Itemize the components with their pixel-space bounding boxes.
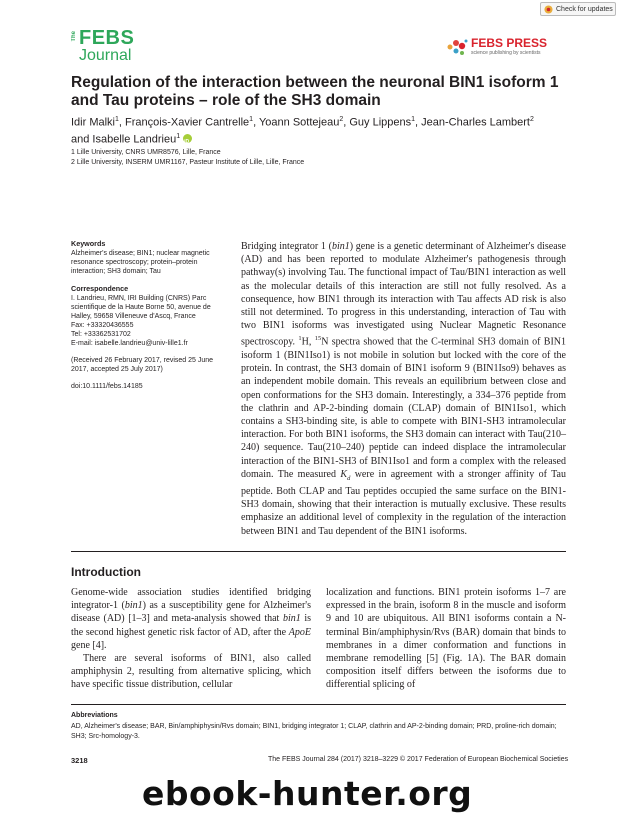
abstract-text: were in agreement with a stronger affinity of Tau peptide. Both CLAP and Tau peptides occupied the same surface on the BIN1-SH3 domain, showing that their interaction is mutually exclusive. These results emphasize an additional level of complexity in the regulation of the interaction between BIN1 and Tau dependent of the BIN1 isoforms. bbox=[241, 468, 566, 537]
abbreviations-divider bbox=[71, 704, 566, 705]
keywords-heading: Keywords bbox=[71, 239, 106, 248]
author-name: François-Xavier Cantrelle bbox=[125, 116, 250, 129]
abstract-kd-symbol: K bbox=[340, 468, 348, 480]
section-divider bbox=[71, 551, 566, 552]
intro-text: Genome-wide association studies identified bridging integrator-1 ( bbox=[71, 587, 311, 612]
author-affiliation-sup: 1 bbox=[411, 116, 416, 123]
article-title: Regulation of the interaction between the neuronal BIN1 isoform 1 and Tau proteins – role of the SH3 domain bbox=[71, 74, 559, 109]
abstract-gene-name: bin1 bbox=[331, 241, 350, 252]
author-name: Idir Malki bbox=[71, 116, 116, 129]
intro-paragraph: localization and functions. BIN1 protein isoforms 1–7 are expressed in the brain, isoform 8 in the muscle and isoform 9 and 10 are ubiquitous. All BIN1 isoforms contain a N-terminal Bin/amphiphysin/Rvs (BAR) domain that binds to membranes in a dimer conformation and functions in membrane remodelling [5] (Fig. 1A). The BAR domain composition itself differs between the isoforms due to differential splicing of bbox=[326, 587, 566, 691]
intro-text: ) as a susceptibility gene for Alzheimer's disease (AD) [1–3] and meta-analysis showed that bbox=[71, 600, 311, 625]
abstract-text: Bridging integrator 1 ( bbox=[241, 241, 332, 252]
journal-citation: The FEBS Journal 284 (2017) 3218–3229 © 2017 Federation of European Biochemical Societies bbox=[268, 756, 569, 763]
journal-logo-the: The bbox=[71, 31, 77, 42]
author-affiliation-sup: 2 bbox=[530, 116, 534, 123]
abstract bbox=[241, 240, 566, 538]
intro-column-right bbox=[326, 586, 566, 692]
doi[interactable]: doi:10.1111/febs.14185 bbox=[71, 383, 143, 390]
orcid-icon[interactable] bbox=[183, 134, 192, 143]
abstract-sup: 15 bbox=[314, 335, 322, 343]
febs-press-tagline: science publishing by scientists bbox=[471, 50, 541, 56]
author-name: Yoann Sottejeau bbox=[258, 116, 340, 129]
abbreviations-text: AD, Alzheimer's disease; BAR, Bin/amphiphysin/Rvs domain; BIN1, bridging integrator 1; CLAP, clathrin and AP-2-binding domain; PRD, proline-rich domain; SH3; Src-homology-3. bbox=[71, 723, 557, 740]
febs-press-logo bbox=[446, 37, 547, 57]
intro-gene-name: bin1 bbox=[282, 613, 301, 625]
author-name: Guy Lippens bbox=[349, 116, 412, 129]
author-affiliation-sup: 2 bbox=[339, 116, 344, 123]
correspondence-email[interactable]: E-mail: isabelle.landrieu@univ-lille1.fr bbox=[71, 340, 188, 347]
correspondence-tel: Tel: +33362531702 bbox=[71, 331, 131, 338]
febs-press-name: FEBS PRESS bbox=[471, 36, 548, 50]
intro-text: gene [4]. bbox=[71, 639, 107, 651]
correspondence-address: I. Landrieu, RMN, IRI Building (CNRS) Parc scientifique de la Haute Borne 50, avenue de Halley, 59658 Villeneuve d'Ascq, France bbox=[71, 295, 211, 320]
intro-column-left bbox=[71, 586, 311, 692]
check-for-updates-button[interactable] bbox=[540, 2, 616, 16]
page-number: 3218 bbox=[71, 756, 88, 765]
abstract-kd-subscript: d bbox=[347, 474, 351, 482]
intro-paragraph bbox=[71, 586, 311, 652]
check-updates-icon bbox=[544, 5, 553, 14]
check-updates-label: Check for updates bbox=[556, 5, 613, 13]
intro-gene-name: bin1 bbox=[124, 600, 143, 612]
journal-logo-febs: FEBS bbox=[79, 27, 135, 49]
abstract-sup: 1 bbox=[298, 335, 302, 343]
author-affiliation-sup: 1 bbox=[249, 116, 254, 123]
affiliation-2: 2 Lille University, INSERM UMR1167, Pasteur Institute of Lille, Lille, France bbox=[71, 159, 305, 166]
intro-text: is the second highest genetic risk factor of AD, after the bbox=[71, 613, 312, 638]
correspondence-heading: Correspondence bbox=[71, 284, 129, 293]
correspondence-fax: Fax: +33320436555 bbox=[71, 322, 134, 329]
author-affiliation-sup: 1 bbox=[176, 132, 181, 140]
intro-gene-name: ApoE bbox=[288, 626, 311, 638]
author-name: Isabelle Landrieu bbox=[92, 133, 177, 146]
watermark: ebook-hunter.org bbox=[142, 774, 473, 813]
received-dates: (Received 26 February 2017, revised 25 June 2017, accepted 25 July 2017) bbox=[71, 357, 214, 373]
intro-paragraph: There are several isoforms of BIN1, also called amphiphysin 2, resulting from alternative splicing, which have specific tissue distribution, cellular bbox=[71, 653, 311, 691]
abstract-text: H, bbox=[301, 336, 315, 348]
febs-press-dots-icon bbox=[446, 37, 468, 57]
journal-logo-journal: Journal bbox=[79, 47, 132, 64]
author-affiliation-sup: 1 bbox=[115, 116, 119, 123]
abbreviations-heading: Abbreviations bbox=[71, 712, 118, 719]
article-info-sidebar bbox=[71, 239, 229, 391]
abstract-text: ) gene is a genetic determinant of Alzheimer's disease (AD) and has been reported to modulate Alzheimer's pathogenesis through pathway(s) involving Tau. The functional impact of Tau/BIN1 interaction as well as the molecular details of this interaction are still not fully resolved. As a consequence, how BIN1 through its interaction with Tau affects AD risk is also still not determined. To progress in this understanding, interaction of Tau with two BIN1 isoforms was investigated using Nuclear Magnetic Resonance spectroscopy. bbox=[241, 241, 566, 348]
keywords-text: Alzheimer's disease; BIN1; nuclear magnetic resonance spectroscopy; protein–protein interaction; SH3 domain; Tau bbox=[71, 250, 210, 275]
affiliation-1: 1 Lille University, CNRS UMR8576, Lille, France bbox=[71, 149, 221, 156]
author-list: Idir Malki$^1$, François-Xavier Cantrelle$^1$, Yoann Sottejeau$^2$, Guy Lippens$^1$, Jean-Charles Lambert$^2$ and Isabelle Landrieu$^1$iD bbox=[71, 113, 581, 146]
abstract-text: N spectra showed that the C-terminal SH3 domain of BIN1 isoform 1 (BIN1Iso1) is not mobile in solution but locked with the core of the protein. In contrast, the SH3 domain of BIN1 isoform 9 (BIN1Iso9) behaves as an independent mobile domain. This reveals an equilibrium between close and open conformations for the SH3 domain. Interestingly, a 334–376 peptide from the clathrin and AP-2-binding domain (CLAP) domain of BIN1Iso1, which contains a SH3-binding site, is able to compete with BIN1-SH3 intramolecular interaction. For both BIN1 isoforms, the SH3 domain can interact with Tau(210–240) sequence. Tau(210–240) peptide can indeed displace the intramolecular interaction of the BIN1-SH3 of BIN1Iso1 and form a complex with the released domain. The measured bbox=[241, 336, 567, 480]
introduction-heading: Introduction bbox=[71, 565, 141, 579]
author-name: Jean-Charles Lambert bbox=[421, 116, 530, 129]
